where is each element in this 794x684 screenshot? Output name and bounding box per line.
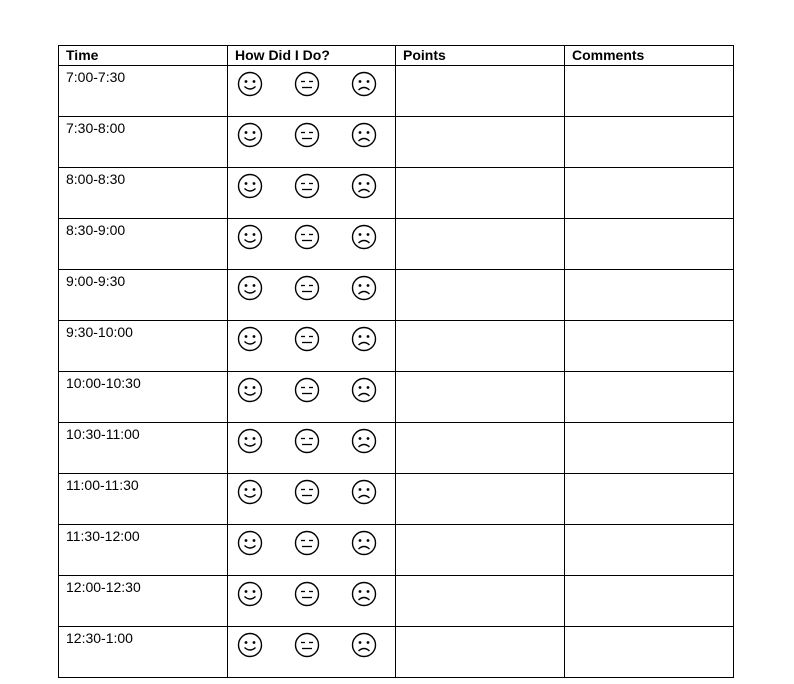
table-row	[59, 219, 734, 270]
time-slot: 10:30-11:00	[59, 423, 228, 474]
rating-cell	[228, 576, 396, 627]
comments-cell[interactable]	[565, 576, 734, 627]
sad-face-icon[interactable]	[351, 581, 377, 607]
sad-face-icon[interactable]	[351, 275, 377, 301]
table-row	[59, 576, 734, 627]
rating-cell	[228, 321, 396, 372]
sad-face-icon[interactable]	[351, 377, 377, 403]
comments-cell[interactable]	[565, 219, 734, 270]
happy-face-icon[interactable]	[237, 122, 263, 148]
happy-face-icon[interactable]	[237, 428, 263, 454]
table-row	[59, 66, 734, 117]
time-slot: 10:00-10:30	[59, 372, 228, 423]
points-cell[interactable]	[396, 576, 565, 627]
behavior-chart	[58, 45, 734, 678]
points-cell[interactable]	[396, 423, 565, 474]
comments-cell[interactable]	[565, 423, 734, 474]
points-cell[interactable]	[396, 474, 565, 525]
comments-cell[interactable]	[565, 627, 734, 678]
neutral-face-icon[interactable]	[294, 275, 320, 301]
time-slot: 7:00-7:30	[59, 66, 228, 117]
table-row	[59, 168, 734, 219]
points-cell[interactable]	[396, 270, 565, 321]
neutral-face-icon[interactable]	[294, 326, 320, 352]
table-row	[59, 627, 734, 678]
rating-cell	[228, 66, 396, 117]
sad-face-icon[interactable]	[351, 326, 377, 352]
happy-face-icon[interactable]	[237, 479, 263, 505]
rating-cell	[228, 219, 396, 270]
points-cell[interactable]	[396, 117, 565, 168]
neutral-face-icon[interactable]	[294, 428, 320, 454]
sad-face-icon[interactable]	[351, 71, 377, 97]
neutral-face-icon[interactable]	[294, 530, 320, 556]
neutral-face-icon[interactable]	[294, 71, 320, 97]
comments-cell[interactable]	[565, 321, 734, 372]
header-row	[59, 46, 734, 66]
time-slot: 12:00-12:30	[59, 576, 228, 627]
sad-face-icon[interactable]	[351, 173, 377, 199]
rating-cell	[228, 423, 396, 474]
rating-cell	[228, 372, 396, 423]
points-cell[interactable]	[396, 321, 565, 372]
happy-face-icon[interactable]	[237, 581, 263, 607]
neutral-face-icon[interactable]	[294, 479, 320, 505]
rating-cell	[228, 168, 396, 219]
points-cell[interactable]	[396, 525, 565, 576]
comments-cell[interactable]	[565, 270, 734, 321]
sad-face-icon[interactable]	[351, 224, 377, 250]
rating-cell	[228, 525, 396, 576]
neutral-face-icon[interactable]	[294, 224, 320, 250]
rating-cell	[228, 474, 396, 525]
table-row	[59, 117, 734, 168]
header-comments: Comments	[565, 46, 734, 66]
happy-face-icon[interactable]	[237, 377, 263, 403]
time-slot: 11:00-11:30	[59, 474, 228, 525]
neutral-face-icon[interactable]	[294, 377, 320, 403]
time-slot: 7:30-8:00	[59, 117, 228, 168]
happy-face-icon[interactable]	[237, 224, 263, 250]
time-slot: 8:00-8:30	[59, 168, 228, 219]
sad-face-icon[interactable]	[351, 530, 377, 556]
time-slot: 12:30-1:00	[59, 627, 228, 678]
rating-cell	[228, 117, 396, 168]
sad-face-icon[interactable]	[351, 122, 377, 148]
header-how-did-i-do: How Did I Do?	[228, 46, 396, 66]
neutral-face-icon[interactable]	[294, 122, 320, 148]
points-cell[interactable]	[396, 372, 565, 423]
happy-face-icon[interactable]	[237, 530, 263, 556]
points-cell[interactable]	[396, 219, 565, 270]
header-points: Points	[396, 46, 565, 66]
happy-face-icon[interactable]	[237, 326, 263, 352]
sad-face-icon[interactable]	[351, 428, 377, 454]
rating-cell	[228, 270, 396, 321]
points-cell[interactable]	[396, 66, 565, 117]
time-slot: 9:30-10:00	[59, 321, 228, 372]
comments-cell[interactable]	[565, 474, 734, 525]
sad-face-icon[interactable]	[351, 632, 377, 658]
table-row	[59, 423, 734, 474]
time-slot: 8:30-9:00	[59, 219, 228, 270]
comments-cell[interactable]	[565, 525, 734, 576]
happy-face-icon[interactable]	[237, 173, 263, 199]
happy-face-icon[interactable]	[237, 275, 263, 301]
neutral-face-icon[interactable]	[294, 581, 320, 607]
time-slot: 9:00-9:30	[59, 270, 228, 321]
happy-face-icon[interactable]	[237, 71, 263, 97]
points-cell[interactable]	[396, 168, 565, 219]
neutral-face-icon[interactable]	[294, 173, 320, 199]
neutral-face-icon[interactable]	[294, 632, 320, 658]
table-row	[59, 270, 734, 321]
schedule-table	[58, 45, 734, 678]
header-time: Time	[59, 46, 228, 66]
points-cell[interactable]	[396, 627, 565, 678]
sad-face-icon[interactable]	[351, 479, 377, 505]
comments-cell[interactable]	[565, 372, 734, 423]
table-row	[59, 474, 734, 525]
time-slot: 11:30-12:00	[59, 525, 228, 576]
table-row	[59, 321, 734, 372]
happy-face-icon[interactable]	[237, 632, 263, 658]
table-row	[59, 372, 734, 423]
table-row	[59, 525, 734, 576]
comments-cell[interactable]	[565, 117, 734, 168]
comments-cell[interactable]	[565, 66, 734, 117]
rating-cell	[228, 627, 396, 678]
comments-cell[interactable]	[565, 168, 734, 219]
